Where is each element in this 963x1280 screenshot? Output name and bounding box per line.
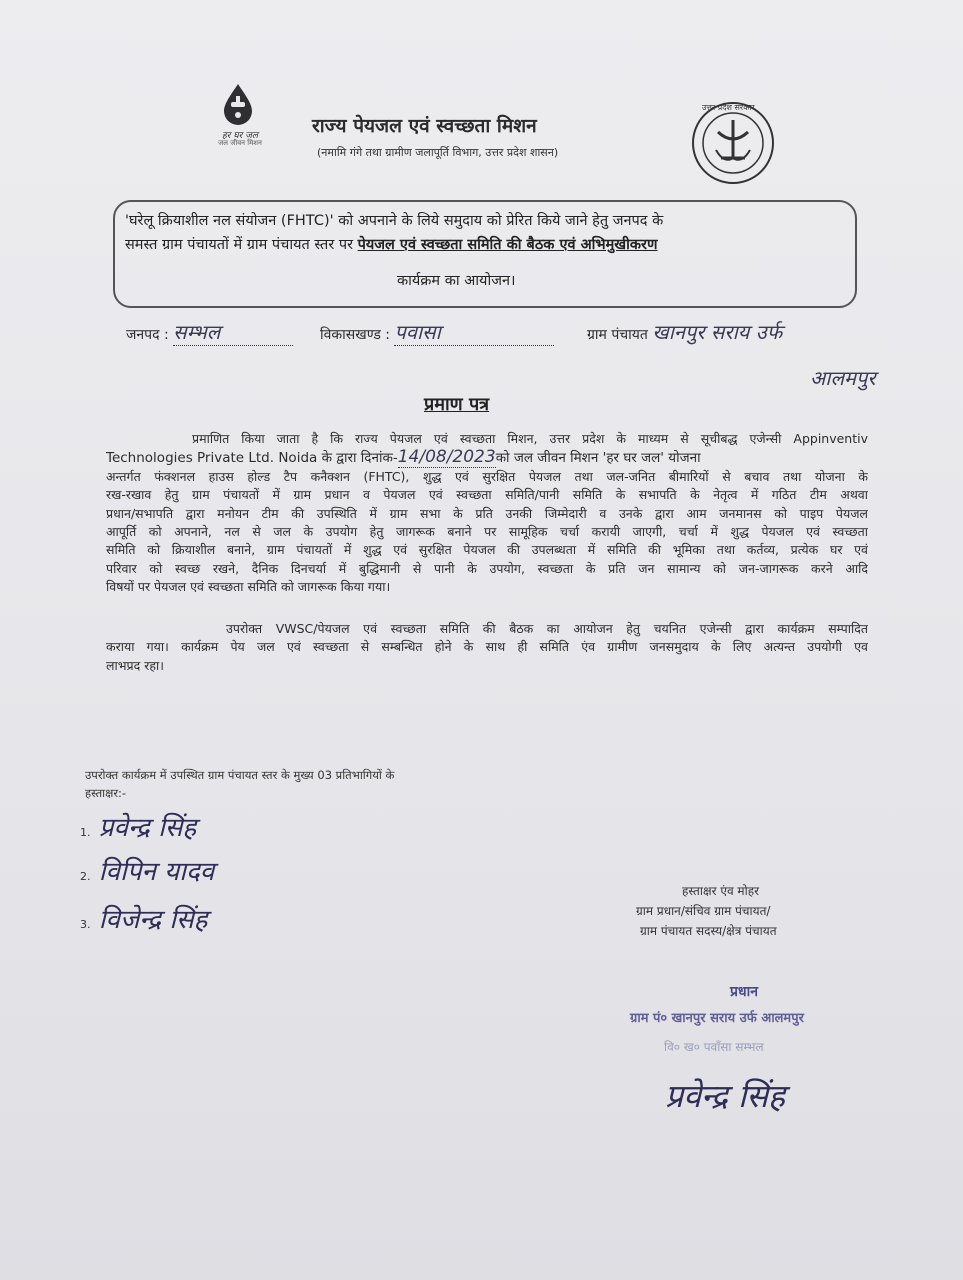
p1-line-9: विषयों पर पेयजल एवं स्वच्छता समिति को जागरूक किया गया। [106,579,391,595]
p1-line-5: प्रधान/सभापति द्वारा मनोयन टीम की उपस्थिति में ग्राम सभा के प्रति उनकी जिम्मेदारी व उनके द्वारा आम जनमानस को पाइप पेयजल [106,505,868,521]
block-label: विकासखण्ड : [320,327,391,343]
sign-and-seal-label: हस्ताक्षर एंव मोहर [682,884,760,898]
stamp-block: वि० ख० पवाँसा सम्भल [664,1040,764,1054]
subject-line-2-plain: समस्त ग्राम पंचायतों में ग्राम पंचायत स्तर पर [125,237,354,253]
panchayat-value-line2: आलमपुर [810,366,876,390]
page-subtitle: (नमामि गंगे तथा ग्रामीण जलापूर्ति विभाग, उत्तर प्रदेश शासन) [317,146,559,159]
pradhan-signature: प्रवेन्द्र सिंह [665,1077,785,1115]
certificate-paragraph-2 [106,620,868,675]
subject-line-2 [125,234,657,254]
participant-signature-2: 2. विपिन यादव [80,857,215,887]
p1-line-1: प्रमाणित किया जाता है कि राज्य पेयजल एवं स्वच्छता मिशन, उत्तर प्रदेश के माध्यम से सूचीबद्ध एजेन्सी Appinventiv [192,431,868,446]
participants-intro: उपरोक्त कार्यक्रम में उपस्थित ग्राम पंचायत स्तर के मुख्य 03 प्रतिभागियों के [85,768,395,782]
panchayat-value: खानपुर सराय उर्फ [652,320,783,344]
p1-line-8: परिवार को स्वच्छ रखने, दैनिक दिनचर्या में बुद्धिमानी से पानी के उपयोग, स्वच्छता के प्रति जन सामान्य को जन-जागरूक करने आदि [106,560,868,576]
p1-line-4: रख-रखाव हेतु ग्राम पंचायतों में ग्राम प्रधान व पेयजल एवं स्वच्छता समिति/पानी समिति के सभापति के नेतृत्व में गठित टीम अथवा [106,487,868,503]
subject-box [113,200,857,308]
logo-caption: हर घर जल [222,131,258,141]
certificate-paragraph-1 [106,430,868,597]
up-government-emblem [688,98,778,188]
subject-line-2-underlined: पेयजल एवं स्वच्छता समिति की बैठक एवं अभिमुखीकरण [357,237,658,253]
p1-line-2a: Technologies Private Ltd. Noida के द्वारा दिनांक- [106,450,398,467]
p2-line-1: उपरोक्त VWSC/पेयजल एवं स्वच्छता समिति की बैठक का आयोजन हेतु चयनित एजेन्सी द्वारा कार्यक्रम सम्पादित [226,621,868,636]
block-field [320,318,554,346]
subject-line-1: 'घरेलू क्रियाशील नल संयोजन (FHTC)' को अपनाने के लिये समुदाय को प्रेरित किये जाने हेतु जनपद के [125,213,664,229]
water-drop-tap-icon [220,82,256,126]
block-value: पवासा [394,318,554,346]
p1-line-3: अन्तर्गत फंक्शनल हाउस होल्ड टैप कनैक्शन (FHTC), शुद्ध एवं सुरक्षित पेयजल तथा जल-जनित बीमारियों से बचाव तथा योजना के [106,468,868,484]
p1-line-7: समिति को क्रियाशील बनाने, ग्राम पंचायतों में शुद्ध एवं सुरक्षित पेयजल की उपलब्धता में समिति की भूमिका तथा कर्तव्य, प्रत्येक घर एवं [106,542,868,558]
event-date: 14/08/2023 [397,448,496,468]
p1-line-2 [106,448,868,467]
signatory-role-1: ग्राम प्रधान/संचिव ग्राम पंचायत/ [636,904,771,918]
p2-line-3: लाभप्रद रहा। [106,657,164,673]
participant-signature-1: 1. प्रवेन्द्र सिंह [80,813,197,843]
logo-subcaption: जल जीवन मिशन [218,139,262,147]
participant-signature-3: 3. विजेन्द्र सिंह [80,905,208,935]
stamp-pradhan: प्रधान [730,984,758,1000]
district-value: सम्भल [173,318,293,346]
emblem-text: उत्तर प्रदेश सरकार [702,103,755,112]
panchayat-label: ग्राम पंचायत [587,327,648,343]
page-title: राज्य पेयजल एवं स्वच्छता मिशन [312,115,537,137]
stamp-panchayat: ग्राम पं० खानपुर सराय उर्फ आलमपुर [630,1011,804,1026]
district-label: जनपद : [126,327,169,343]
p1-line-6: आपूर्ति को अपनाने, नल से जल के उपयोग हेतु जागरूक बनाने पर सामूहिक चर्चा करायी जाएगी, चर्चा में शुद्ध पेयजल एवं स्वच्छता [106,524,868,540]
har-ghar-jal-logo [205,82,275,152]
p1-line-2b: को जल जीवन मिशन 'हर घर जल' योजना [495,450,701,467]
p2-line-2: कराया गया। कार्यक्रम पेय जल एवं स्वच्छता से सम्बन्धित होने के साथ ही समिति एंव ग्रामीण जनसमुदाय के लिए अत्यन्त उपयोगी एव [106,639,868,655]
participants-signature-label: हस्ताक्षर:- [85,786,127,800]
certificate-heading: प्रमाण पत्र [424,394,490,415]
panchayat-field [587,318,782,345]
district-field [126,318,293,346]
subject-line-3: कार्यक्रम का आयोजन। [397,273,516,289]
signatory-role-2: ग्राम पंचायत सदस्य/क्षेत्र पंचायत [640,924,777,938]
